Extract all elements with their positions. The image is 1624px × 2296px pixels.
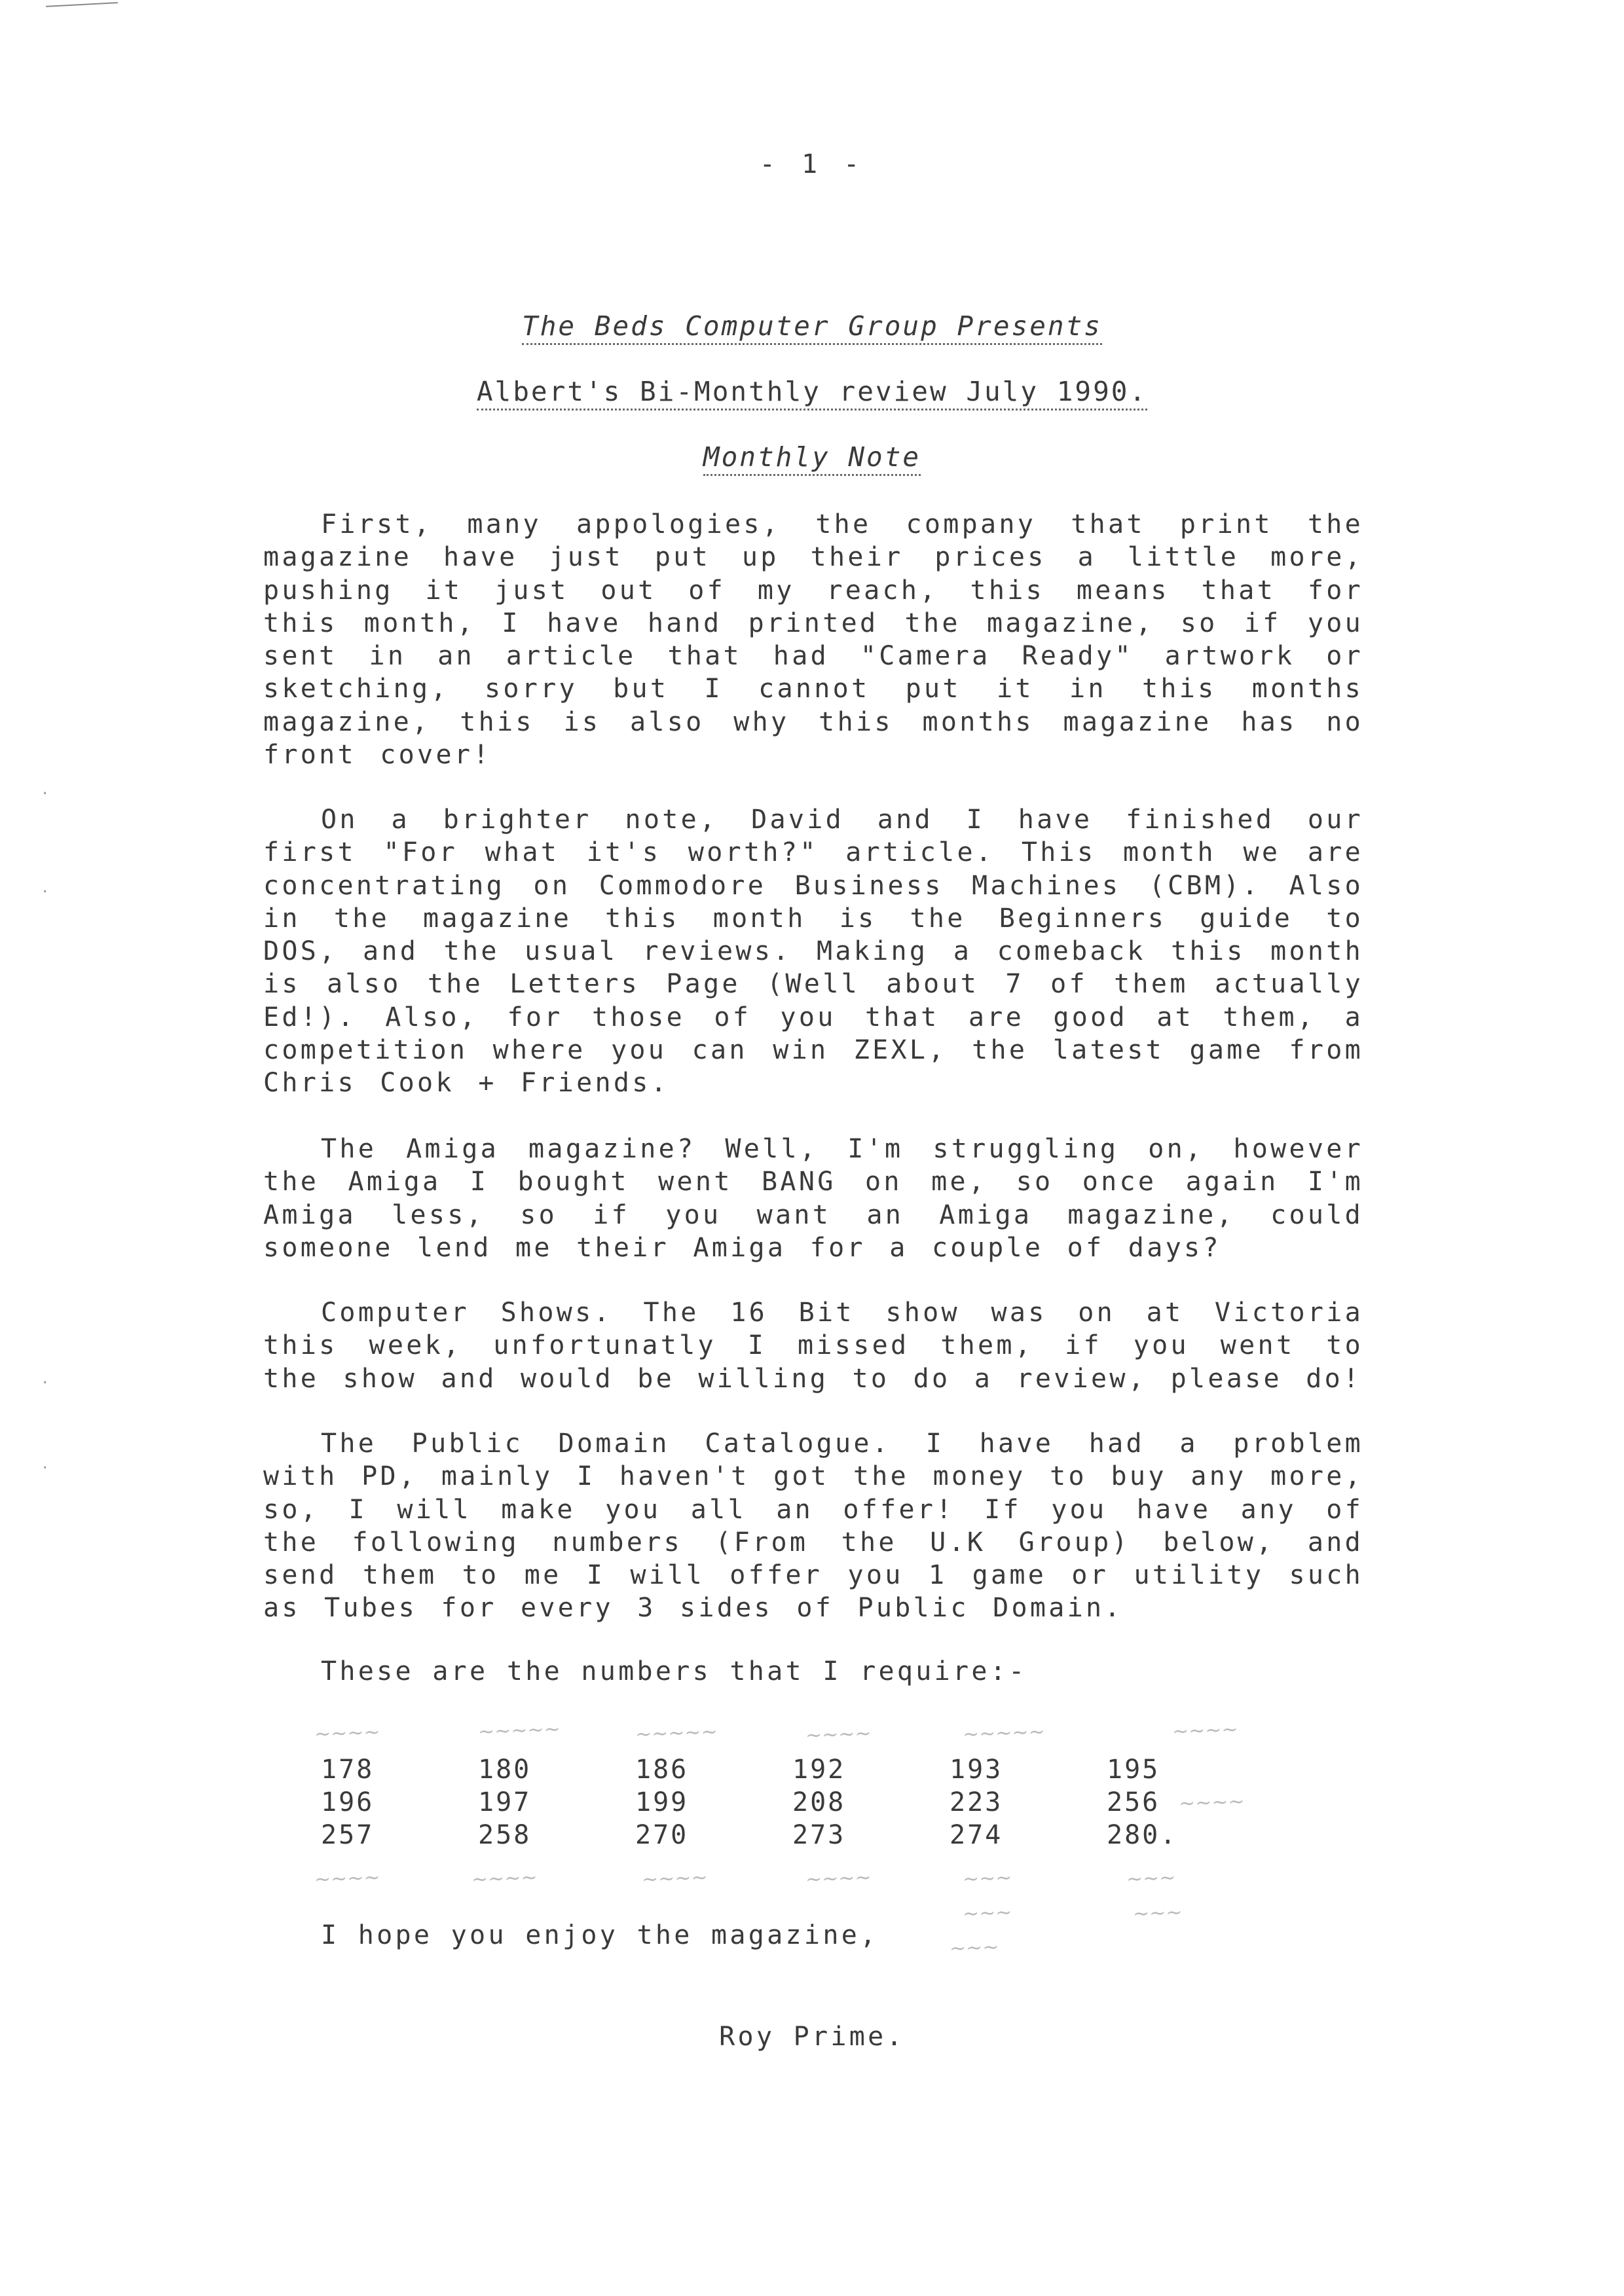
required-number: 180 (478, 1755, 532, 1785)
paragraph-text: First, many appologies, the company that print the magazine have just put up their prices a little more, pushing it just out of my reach, this means that for this month, I have hand printed the magazine, so if you sent in an article that had "Camera Ready" artwork or sketching, sorry but I cannot put it in this months magazine, this is also why this months magazine has no front cover! (263, 509, 1363, 771)
required-number: 197 (478, 1787, 532, 1817)
require-line: These are the numbers that I require:- (321, 1656, 1027, 1686)
pencil-annotation: ~~~~ (314, 1721, 381, 1746)
paragraph-text: On a brighter note, David and I have finished our first "For what it's worth?" article. This month we are concentrating on Commodore Business Machines (CBM). Also in the magazine this month is the Beginners guide to DOS, and the usual reviews. Making a comeback this month is also the Letters Page (Well about 7 of them actually Ed!). Also, for those of you that are good at them, a competition where you can win ZEXL, the latest game from Chris Cook + Friends. (263, 805, 1363, 1099)
paragraph-apology (263, 508, 1363, 771)
signature: Roy Prime. (719, 2022, 905, 2052)
pencil-annotation: ~~~~~ (477, 1717, 561, 1744)
required-number: 280. (1107, 1820, 1178, 1850)
review-title (0, 376, 1624, 410)
pencil-annotation: ~~~~ (471, 1866, 538, 1891)
required-number: 199 (635, 1787, 689, 1817)
pencil-annotation: ~~~~ (1178, 1790, 1246, 1815)
pencil-annotation: ~~~ (962, 1901, 1013, 1926)
required-number: 223 (950, 1787, 1003, 1817)
pencil-annotation: ~~~~ (805, 1866, 872, 1891)
pencil-annotation: ~~~~ (805, 1722, 872, 1747)
margin-mark: · (41, 1375, 50, 1391)
required-number: 256 (1107, 1787, 1160, 1817)
required-number: 196 (321, 1787, 375, 1817)
required-number: 192 (792, 1755, 846, 1785)
closing-line: I hope you enjoy the magazine, (321, 1920, 879, 1950)
paragraph-brighter-note (263, 803, 1363, 1100)
pencil-annotation: ~~~ (1132, 1901, 1183, 1926)
required-number: 274 (950, 1820, 1003, 1850)
pencil-annotation: ~~~~ (314, 1866, 381, 1891)
required-number: 270 (635, 1820, 689, 1850)
required-numbers-table (321, 1755, 1264, 1853)
paragraph-text: Computer Shows. The 16 Bit show was on at Victoria this week, unfortunatly I missed them, if you went to the show and would be willing to do a review, please do! (263, 1298, 1363, 1394)
pencil-annotation: ~~~ (1126, 1866, 1177, 1891)
margin-mark: · (41, 786, 50, 802)
corner-scan-mark (46, 2, 118, 7)
section-title-text: Monthly Note (703, 441, 921, 476)
review-title-text: Albert's Bi-Monthly review July 1990. (477, 376, 1147, 410)
page-number: - 1 - (759, 149, 865, 179)
pencil-annotation: ~~~~ (1172, 1718, 1239, 1743)
paragraph-text: The Amiga magazine? Well, I'm struggling on, however the Amiga I bought went BANG on me, so once again I'm Amiga less, so if you want an Amiga magazine, could someone lend me their Amiga for a couple of days? (263, 1134, 1363, 1263)
required-number: 193 (950, 1755, 1003, 1785)
group-title-text: The Beds Computer Group Presents (522, 310, 1102, 345)
section-title (0, 441, 1624, 476)
required-number: 178 (321, 1755, 375, 1785)
paragraph-public-domain (263, 1427, 1363, 1625)
paragraph-text: The Public Domain Catalogue. I have had a problem with PD, mainly I haven't got the money to buy any more, so, I will make you all an offer! If you have any of the following numbers (From the U.K Group) below, and send them to me I will offer you 1 game or utility such as Tubes for every 3 sides of Public Domain. (263, 1429, 1363, 1624)
required-number: 186 (635, 1755, 689, 1785)
paragraph-computer-shows (263, 1296, 1363, 1395)
required-number: 195 (1107, 1755, 1160, 1785)
margin-mark: · (41, 884, 50, 900)
paragraph-amiga (263, 1133, 1363, 1264)
pencil-annotation: ~~~~ (641, 1866, 709, 1891)
pencil-annotation: ~~~~~ (635, 1720, 718, 1747)
margin-mark: · (41, 1460, 50, 1476)
required-number: 208 (792, 1787, 846, 1817)
pencil-annotation: ~~~~~ (962, 1720, 1046, 1747)
required-number: 257 (321, 1820, 375, 1850)
group-title (0, 310, 1624, 345)
required-number: 273 (792, 1820, 846, 1850)
pencil-annotation: ~~~ (962, 1866, 1013, 1891)
pencil-annotation: ~~~ (949, 1935, 1000, 1961)
required-number: 258 (478, 1820, 532, 1850)
